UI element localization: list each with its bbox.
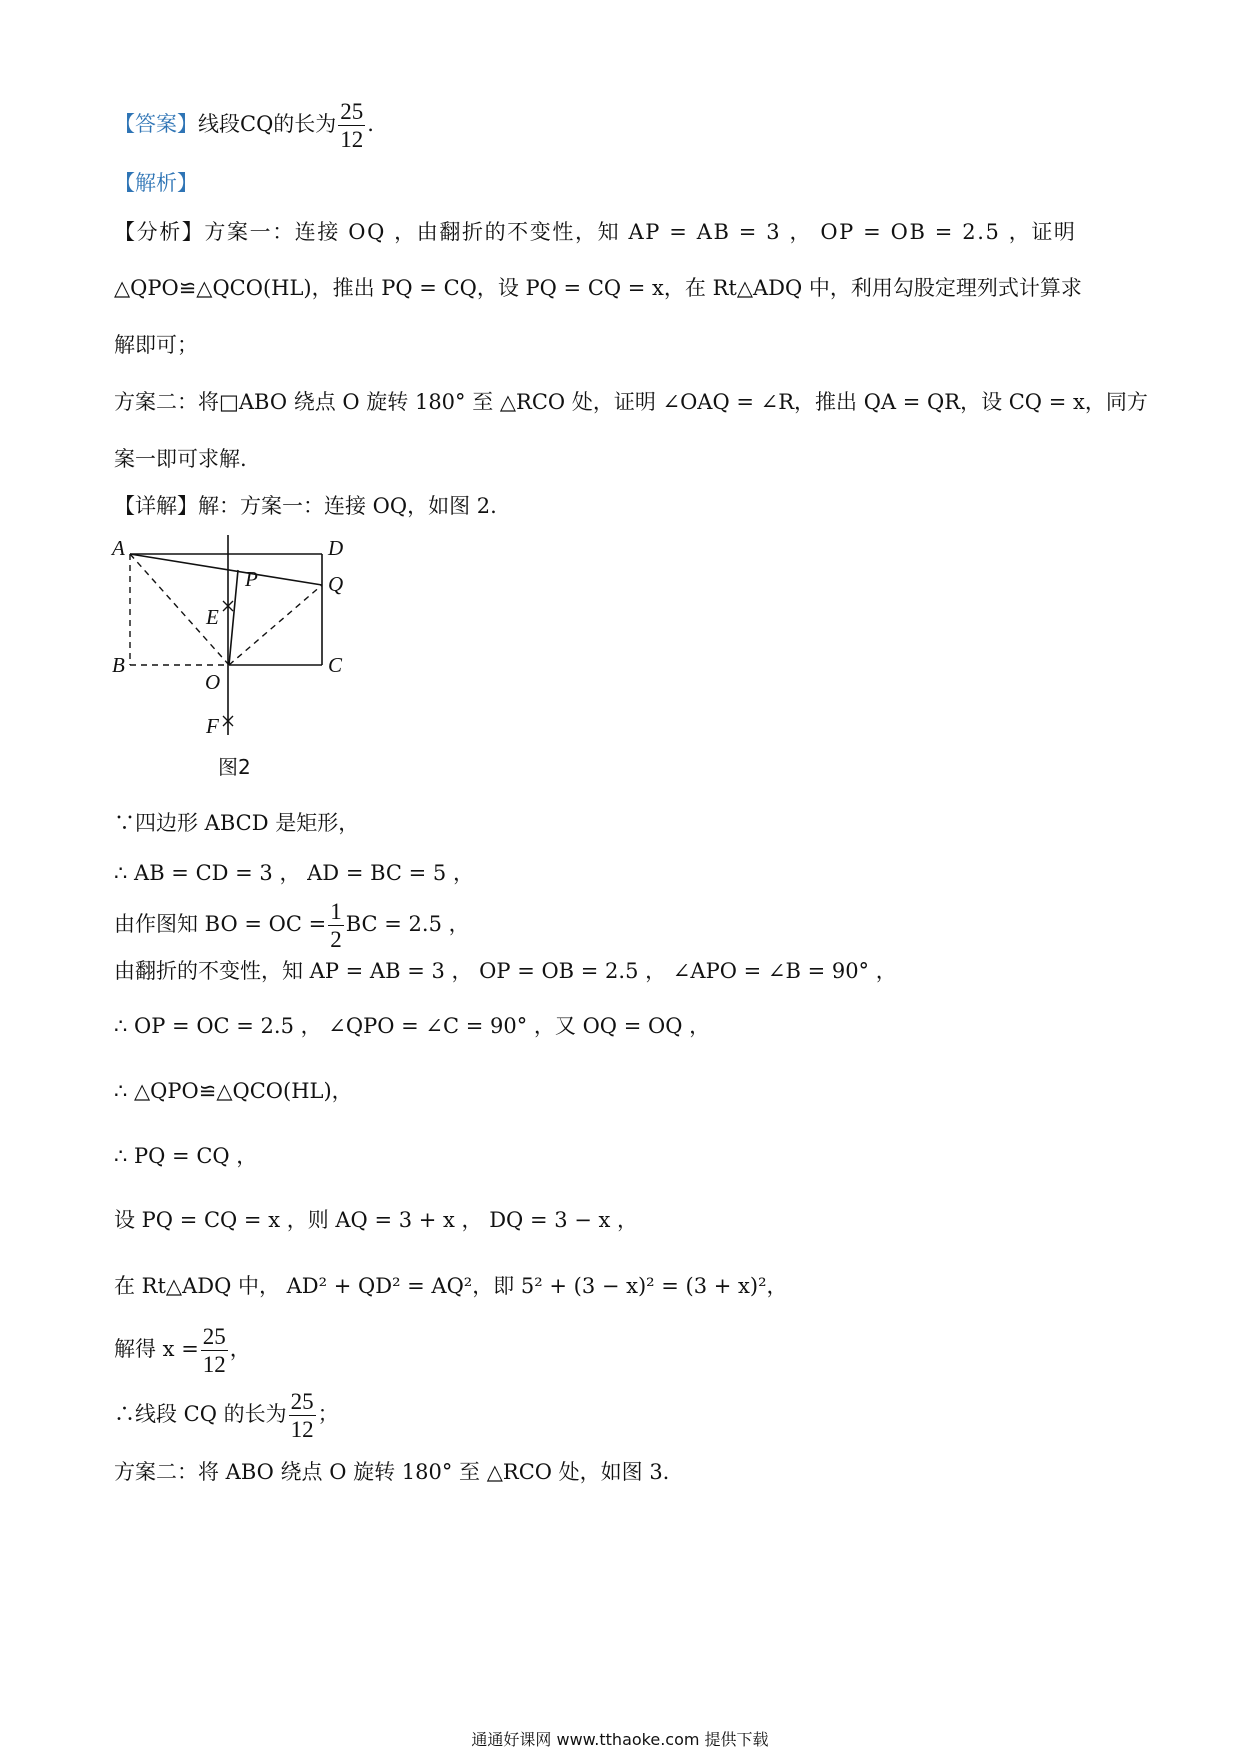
answer-tag: 【答案】 <box>114 112 198 136</box>
label-O: O <box>205 670 221 694</box>
detail-step-3: 由作图知 BO = OC = $\frac{1}{2}$ BC = 2.5 ， <box>114 899 470 952</box>
label-E: E <box>206 605 219 629</box>
analysis-line-1: 【分析】方案一：连接 OQ ，由翻折的不变性，知 AP = AB = 3 ， OP = OB = 2.5 ，证明 <box>114 220 1077 244</box>
detail-step-12: 方案二：将 ABO 绕点 O 旋转 180° 至 △RCO 处，如图 3. <box>114 1460 670 1484</box>
analysis-line-2: △QPO≌△QCO(HL)，推出 PQ = CQ，设 PQ = CQ = x，在 Rt△ADQ 中，利用勾股定理列式计算求 <box>114 276 1082 300</box>
detail-step-11: ∴线段 CQ 的长为 $\frac{25}{12}$ ； <box>114 1389 339 1442</box>
detail-step-5: ∴ OP = OC = 2.5 ， ∠QPO = ∠C = 90° ，又 OQ = OQ ， <box>114 1014 711 1038</box>
answer-fraction: $\frac{25}{12}$ <box>340 99 364 152</box>
answer-text: 线段CQ的长为 <box>198 112 337 136</box>
detail-step-1: ∵四边形 ABCD 是矩形， <box>114 811 360 835</box>
answer-line: 【答案】线段CQ的长为 $\frac{25}{12}$ . <box>114 99 374 152</box>
label-D: D <box>328 536 344 560</box>
segment-OQ-dashed <box>229 585 322 665</box>
detail-step-8: 设 PQ = CQ = x ，则 AQ = 3 + x ， DQ = 3 − x ， <box>114 1208 639 1232</box>
result-fraction: $\frac{25}{12}$ <box>290 1389 314 1442</box>
label-B: B <box>112 653 125 677</box>
solution-fraction: $\frac{25}{12}$ <box>202 1324 226 1377</box>
detail-step-10: 解得 x = $\frac{25}{12}$ ， <box>114 1324 251 1377</box>
detail-step-6: ∴ △QPO≌△QCO(HL)， <box>114 1079 353 1103</box>
detail-step-7: ∴ PQ = CQ ， <box>114 1144 258 1168</box>
label-F: F <box>206 714 219 738</box>
detail-intro: 【详解】解：方案一：连接 OQ，如图 2. <box>114 494 497 518</box>
analysis-line-4: 方案二：将□ABO 绕点 O 旋转 180° 至 △RCO 处，证明 ∠OAQ = ∠R，推出 QA = QR，设 CQ = x，同方 <box>114 390 1148 414</box>
label-Q: Q <box>328 572 344 596</box>
figure-caption: 图2 <box>218 755 251 779</box>
label-C: C <box>328 653 343 677</box>
analysis-line-5: 案一即可求解. <box>114 447 247 471</box>
geometry-figure <box>110 535 370 785</box>
half-fraction: $\frac{1}{2}$ <box>330 899 342 952</box>
analysis-line-3: 解即可； <box>114 333 198 357</box>
detail-step-4: 由翻折的不变性，知 AP = AB = 3 ， OP = OB = 2.5 ， ∠APO = ∠B = 90° ， <box>114 959 897 983</box>
segment-PO <box>229 570 238 665</box>
label-P: P <box>245 567 258 591</box>
page-footer: 通通好课网 www.tthaoke.com 提供下载 <box>471 1730 769 1749</box>
detail-step-9: 在 Rt△ADQ 中， AD² + QD² = AQ²，即 5² + (3 − x)² = (3 + x)²， <box>114 1274 788 1298</box>
detail-step-2: ∴ AB = CD = 3 ， AD = BC = 5 ， <box>114 861 474 885</box>
segment-AQ <box>130 554 322 585</box>
label-A: A <box>112 536 125 560</box>
analysis-tag: 【解析】 <box>114 171 198 195</box>
